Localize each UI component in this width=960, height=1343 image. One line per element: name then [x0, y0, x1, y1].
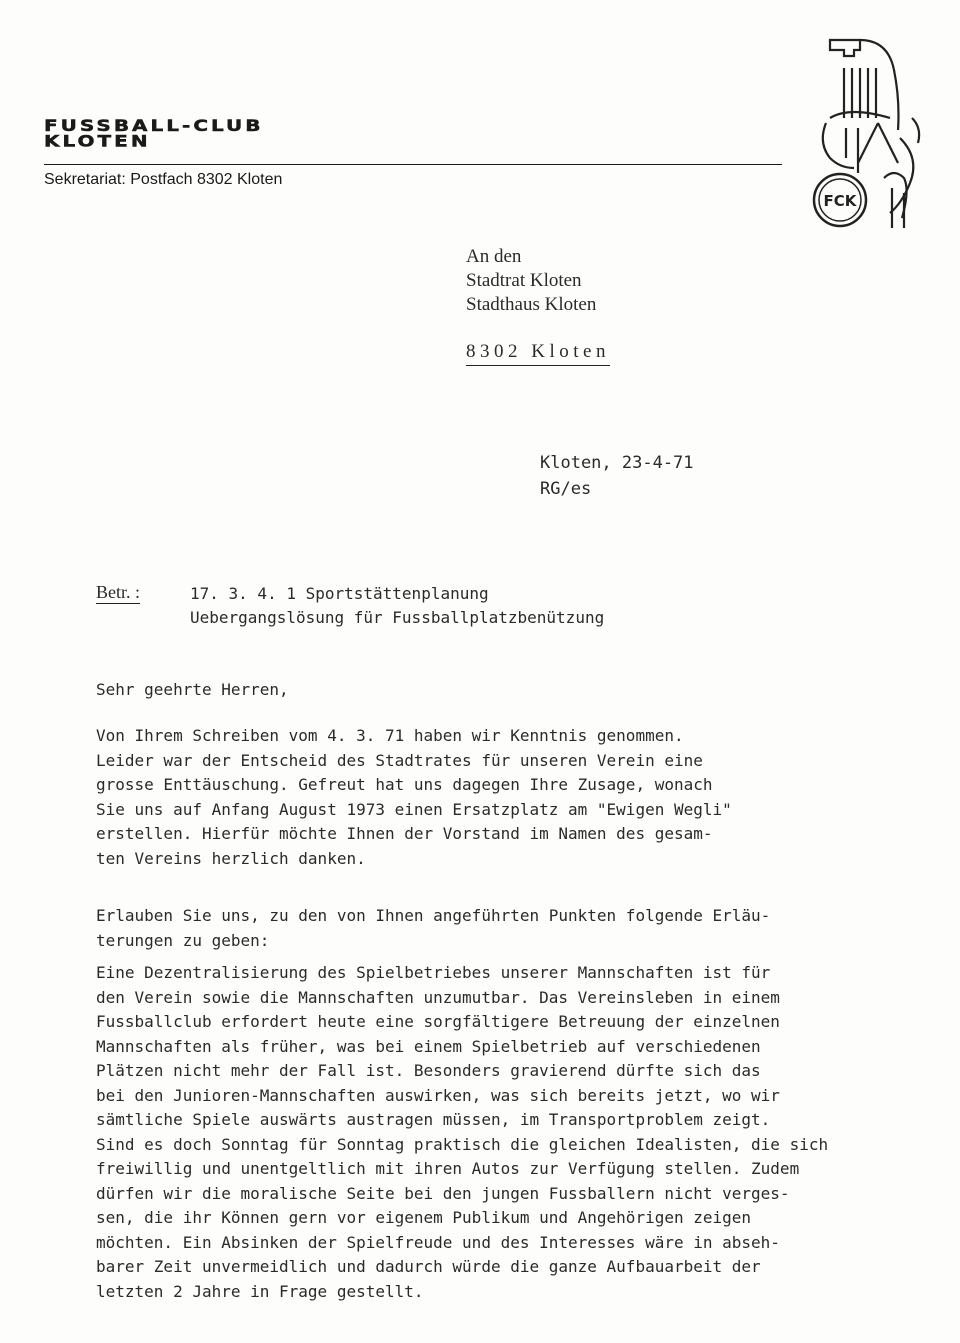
reference-code: RG/es: [540, 479, 592, 499]
subject-label: Betr. :: [96, 582, 140, 602]
subject-line: Uebergangslösung für Fussballplatzbenützung: [190, 608, 605, 627]
recipient-line: An den: [466, 246, 522, 267]
paragraph-line: möchten. Ein Absinken der Spielfreude und des Interesses wäre in abseh-: [96, 1232, 780, 1252]
paragraph-line: sämtliche Spiele auswärts austragen müssen, im Transportproblem zeigt.: [96, 1110, 771, 1129]
recipient-city: 8302 Kloten: [466, 341, 610, 366]
paragraph-line: letzten 2 Jahre in Frage gestellt.: [96, 1281, 424, 1301]
paragraph-line: Leider war der Entscheid des Stadtrates für unseren Verein eine: [96, 750, 703, 770]
paragraph-line: Mannschaften als früher, was bei einem Spielbetrieb auf verschiedenen: [96, 1036, 761, 1056]
paragraph-line: barer Zeit unvermeidlich und dadurch würde die ganze Aufbauarbeit der: [96, 1257, 761, 1276]
recipient-line: Stadtrat Kloten: [466, 270, 582, 291]
subject-text: [190, 582, 604, 630]
paragraph-line: grosse Enttäuschung. Gefreut hat uns dagegen Ihre Zusage, wonach: [96, 775, 713, 794]
paragraph-line: Erlauben Sie uns, zu den von Ihnen angeführten Punkten folgende Erläu-: [96, 906, 771, 925]
club-name-line1: FUSSBALL-CLUB: [44, 115, 264, 136]
paragraph-line: sen, die ihr Können gern vor eigenem Publikum und Angehörigen zeigen: [96, 1208, 752, 1227]
club-logo: [800, 28, 925, 238]
paragraph-line: bei den Junioren-Mannschaften auswirken, was sich bereits jetzt, wo wir: [96, 1085, 780, 1105]
club-name-line2: KLOTEN: [44, 131, 151, 151]
place-date-block: [540, 450, 694, 502]
club-name: [44, 115, 264, 151]
paragraph-line: Sie uns auf Anfang August 1973 einen Ersatzplatz am "Ewigen Wegli": [96, 799, 732, 819]
secretariat-address: Sekretariat: Postfach 8302 Kloten: [44, 171, 283, 188]
paragraph-line: Sind es doch Sonntag für Sonntag praktisch die gleichen Idealisten, die sich: [96, 1134, 829, 1154]
paragraph-line: erstellen. Hierfür möchte Ihnen der Vorstand im Namen des gesam-: [96, 824, 713, 843]
subject-line: 17. 3. 4. 1 Sportstättenplanung: [190, 584, 489, 603]
salutation: Sehr geehrte Herren,: [96, 680, 289, 699]
paragraph-line: ten Vereins herzlich danken.: [96, 848, 366, 868]
paragraph-line: Plätzen nicht mehr der Fall ist. Besonders gravierend dürfte sich das: [96, 1061, 761, 1080]
body-paragraph: [96, 904, 926, 953]
paragraph-line: Fussballclub erfordert heute eine sorgfältigere Betreuung der einzelnen: [96, 1012, 780, 1031]
recipient-address: [466, 245, 596, 317]
date-line: Kloten, 23-4-71: [540, 453, 694, 473]
paragraph-line: dürfen wir die moralische Seite bei den jungen Fussballern nicht verges-: [96, 1183, 790, 1203]
letterhead-divider: [44, 164, 782, 165]
paragraph-line: Von Ihrem Schreiben vom 4. 3. 71 haben wir Kenntnis genommen.: [96, 726, 684, 745]
logo-text: FCK: [823, 192, 857, 210]
paragraph-line: terungen zu geben:: [96, 930, 270, 950]
paragraph-line: den Verein sowie die Mannschaften unzumutbar. Das Vereinsleben in einem: [96, 987, 780, 1007]
paragraph-line: freiwillig und unentgeltlich mit ihren Autos zur Verfügung stellen. Zudem: [96, 1159, 800, 1178]
recipient-line: Stadthaus Kloten: [466, 294, 597, 315]
body-paragraph: [96, 961, 926, 1304]
body-paragraph: [96, 724, 926, 871]
paragraph-line: Eine Dezentralisierung des Spielbetriebes unserer Mannschaften ist für: [96, 963, 771, 982]
